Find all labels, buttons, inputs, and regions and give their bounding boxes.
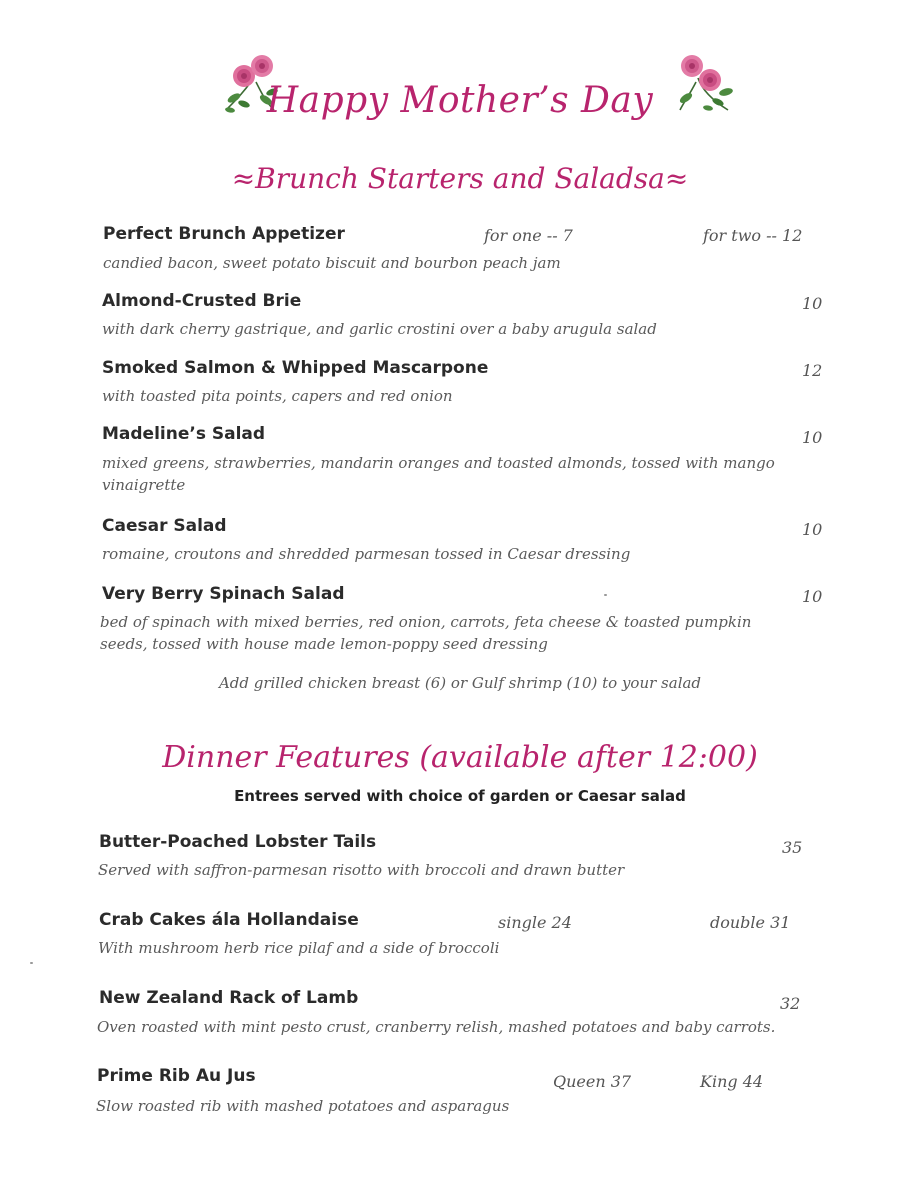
item-price: 10 xyxy=(802,520,823,539)
item-description: Served with saffron-parmesan risotto with broccoli and drawn butter xyxy=(98,861,625,879)
paper-speck xyxy=(30,962,33,964)
item-price-for-one: for one -- 7 xyxy=(484,226,573,245)
item-price-double: double 31 xyxy=(710,913,791,932)
starters-section-title: ≈Brunch Starters and Saladsa≈ xyxy=(231,162,689,195)
dinner-subtitle: Entrees served with choice of garden or Caesar salad xyxy=(234,787,686,805)
item-description: candied bacon, sweet potato biscuit and bourbon peach jam xyxy=(103,254,561,272)
item-name: Smoked Salmon & Whipped Mascarpone xyxy=(102,358,489,378)
item-price: 10 xyxy=(802,294,823,313)
item-price: 10 xyxy=(802,587,823,606)
salad-addon-note: Add grilled chicken breast (6) or Gulf shrimp (10) to your salad xyxy=(218,674,702,692)
item-name: Madeline’s Salad xyxy=(102,424,266,444)
item-price: 32 xyxy=(780,994,801,1013)
item-description: with toasted pita points, capers and red onion xyxy=(102,387,453,405)
item-price: 35 xyxy=(782,838,803,857)
item-name: Almond-Crusted Brie xyxy=(102,291,302,311)
item-price-king: King 44 xyxy=(700,1072,764,1091)
item-price: 12 xyxy=(802,361,823,380)
item-description: bed of spinach with mixed berries, red onion, carrots, feta cheese & toasted pumpkin seeds, tossed with house made lemon-poppy seed dressing xyxy=(100,613,752,653)
item-price: 10 xyxy=(802,428,823,447)
item-description: mixed greens, strawberries, mandarin oranges and toasted almonds, tossed with mango vinaigrette xyxy=(102,454,775,494)
item-name: Prime Rib Au Jus xyxy=(97,1066,256,1086)
paper-speck xyxy=(604,594,607,596)
item-description: Slow roasted rib with mashed potatoes and asparagus xyxy=(96,1097,510,1115)
item-price-queen: Queen 37 xyxy=(553,1072,632,1091)
item-name: Caesar Salad xyxy=(102,516,227,536)
item-name: Very Berry Spinach Salad xyxy=(102,584,345,604)
dinner-section-title: Dinner Features (available after 12:00) xyxy=(162,740,758,775)
item-description: with dark cherry gastrique, and garlic crostini over a baby arugula salad xyxy=(102,320,657,338)
item-name: Perfect Brunch Appetizer xyxy=(103,224,345,244)
item-description: Oven roasted with mint pesto crust, cranberry relish, mashed potatoes and baby carrots. xyxy=(97,1018,776,1036)
item-name: New Zealand Rack of Lamb xyxy=(99,988,359,1008)
item-price-single: single 24 xyxy=(498,913,572,932)
item-description: With mushroom herb rice pilaf and a side of broccoli xyxy=(98,939,500,957)
menu-header xyxy=(0,50,920,130)
item-name: Butter-Poached Lobster Tails xyxy=(99,832,377,852)
menu-title: Happy Mother’s Day xyxy=(266,80,654,121)
item-description: romaine, croutons and shredded parmesan tossed in Caesar dressing xyxy=(102,545,631,563)
item-name: Crab Cakes ála Hollandaise xyxy=(99,910,359,930)
item-price-for-two: for two -- 12 xyxy=(703,226,803,245)
